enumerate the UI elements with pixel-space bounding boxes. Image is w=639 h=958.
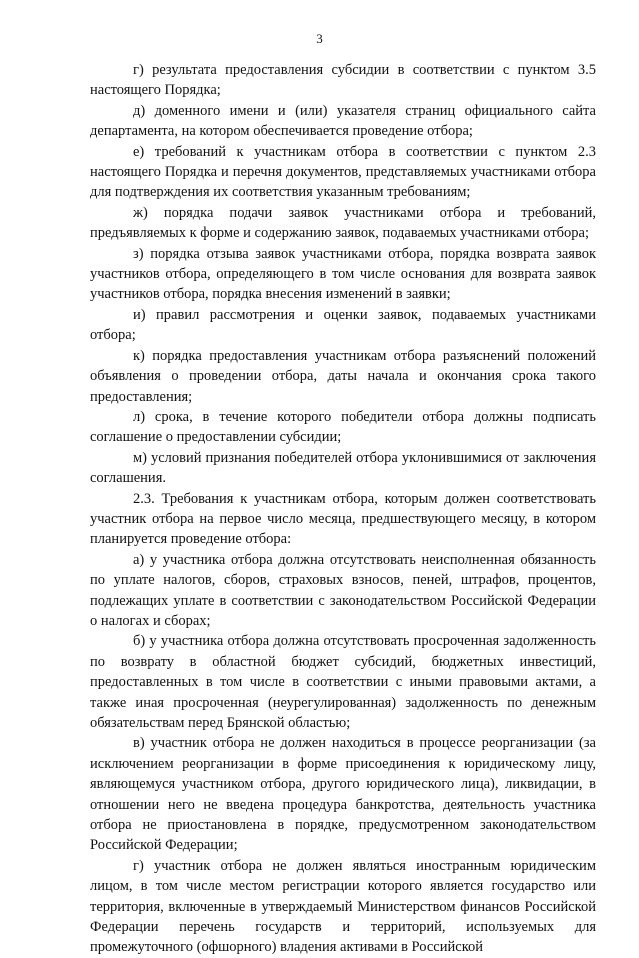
paragraph-zh-submission-order: ж) порядка подачи заявок участниками отбора и требований, предъявляемых к форме и содержанию заявок, подаваемых участниками отбора; — [90, 204, 596, 242]
paragraph-k-clarifications: к) порядка предоставления участникам отбора разъяснений положений объявления о проведении отбора, даты начала и окончания срока такого предоставления; — [90, 347, 596, 405]
paragraph-d-domain: д) доменного имени и (или) указателя страниц официального сайта департамента, на котором обеспечивается проведение отбора; — [90, 102, 596, 140]
paragraph-z-withdrawal-order: з) порядка отзыва заявок участниками отбора, порядка возврата заявок участников отбора, определяющего в том числе основания для возврата заявок участников отбора, порядка внесения изменений в заявки; — [90, 245, 596, 303]
paragraph-e-requirements: е) требований к участникам отбора в соответствии с пунктом 2.3 настоящего Порядка и перечня документов, представляемых участниками отбора для подтверждения их соответствия указанным требованиям; — [90, 143, 596, 201]
paragraph-g-foreign-entity: г) участник отбора не должен являться иностранным юридическим лицом, в том числе местом регистрации которого является государство или территория, включенные в утверждаемый Министерством финансов Российской Федерации перечень государств и территорий, используемых для промежуточного (офшорного) владения активами в Российской — [90, 857, 596, 956]
document-body — [90, 60, 596, 958]
page-number: 3 — [316, 31, 323, 46]
paragraph-g-result: г) результата предоставления субсидии в соответствии с пунктом 3.5 настоящего Порядка; — [90, 62, 596, 99]
paragraph-l-signing-term: л) срока, в течение которого победители отбора должны подписать соглашение о предоставлении субсидии; — [90, 408, 596, 446]
paragraph-i-review-rules: и) правил рассмотрения и оценки заявок, подаваемых участниками отбора; — [90, 306, 596, 344]
paragraph-2-3-requirements: 2.3. Требования к участникам отбора, которым должен соответствовать участник отбора на первое число месяца, предшествующего месяцу, в котором планируется проведение отбора: — [90, 490, 596, 548]
paragraph-m-evasion-conditions: м) условий признания победителей отбора уклонившимися от заключения соглашения. — [90, 449, 596, 487]
paragraph-b-budget-debt: б) у участника отбора должна отсутствовать просроченная задолженность по возврату в областной бюджет субсидий, бюджетных инвестиций, предоставленных в том числе в соответствии с иными правовыми актами, а также иная просроченная (неурегулированная) задолженность по денежным обязательствам перед Брянской областью; — [90, 633, 596, 731]
paragraph-v-reorganization: в) участник отбора не должен находиться в процессе реорганизации (за исключением реорганизации в форме присоединения к юридическому лицу, являющемуся участником отбора, другого юридического лица), ликвидации, в отношении него не введена процедура банкротства, деятельность участника отбора не приостановлена в порядке, предусмотренном законодательством Российской Федерации; — [90, 735, 596, 854]
paragraph-a-tax-debt: а) у участника отбора должна отсутствовать неисполненная обязанность по уплате налогов, сборов, страховых взносов, пеней, штрафов, процентов, подлежащих уплате в соответствии с законодательством Российской Федерации о налогах и сборах; — [90, 551, 596, 629]
